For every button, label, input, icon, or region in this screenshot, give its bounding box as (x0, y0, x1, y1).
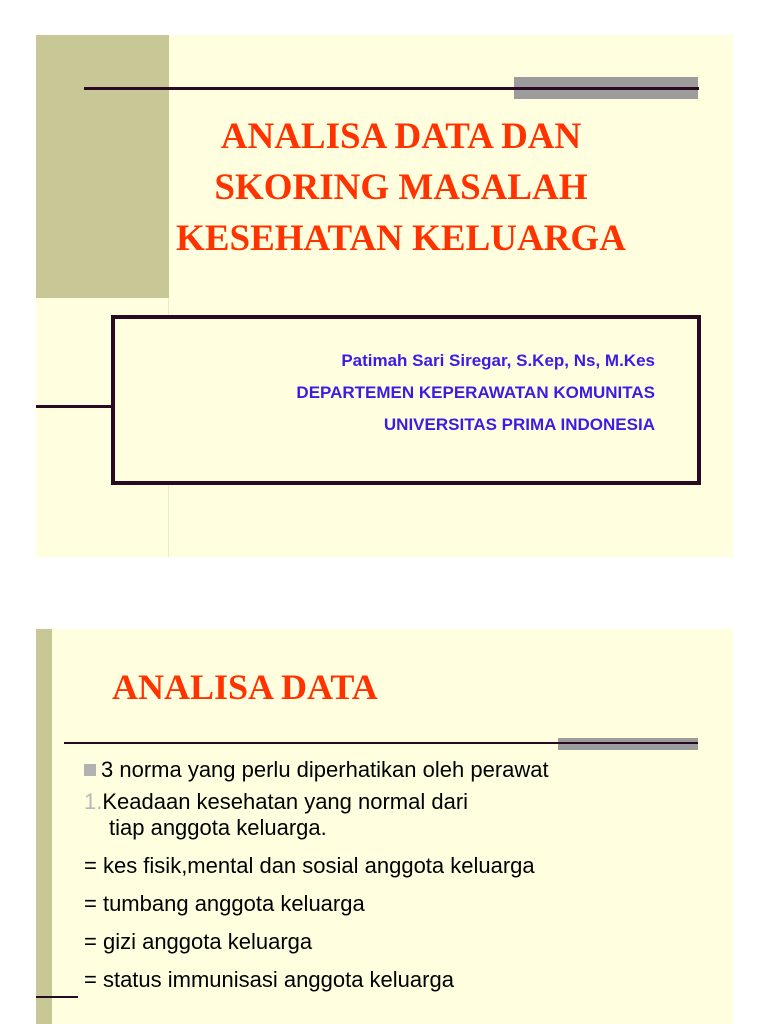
analysis-slide (36, 629, 733, 1024)
author-info (296, 345, 655, 441)
line-text: = gizi anggota keluarga (84, 929, 313, 954)
line-text: = kes fisik,mental dan sosial anggota keluarga (84, 853, 535, 878)
line-text: = status immunisasi anggota keluarga (84, 967, 454, 992)
title-slide (36, 35, 733, 557)
line-text: = tumbang anggota keluarga (84, 891, 365, 916)
list-item (84, 967, 724, 993)
list-item (84, 929, 724, 955)
title-line: SKORING MASALAH (214, 167, 588, 208)
slide-body (84, 757, 724, 993)
numbered-item (84, 789, 724, 815)
side-accent-strip (36, 629, 52, 1024)
slide-title (121, 111, 681, 264)
department: DEPARTEMEN KEPERAWATAN KOMUNITAS (296, 383, 655, 402)
top-rule (84, 87, 699, 90)
author-box (111, 315, 701, 485)
item-number: 1. (84, 789, 103, 814)
top-rule (64, 742, 698, 744)
bullet-item (84, 757, 724, 783)
list-item (84, 891, 724, 917)
title-line: KESEHATAN KELUARGA (176, 218, 626, 259)
title-line: ANALISA DATA DAN (220, 116, 582, 157)
slide-title: ANALISA DATA (112, 667, 378, 707)
author-name: Patimah Sari Siregar, S.Kep, Ns, M.Kes (341, 351, 655, 370)
item-text: Keadaan kesehatan yang normal dari (102, 789, 469, 814)
square-bullet-icon (84, 764, 96, 776)
gray-accent-bar (558, 738, 698, 750)
bottom-left-rule (36, 996, 78, 998)
list-item (84, 853, 724, 879)
item-text: tiap anggota keluarga. (109, 815, 327, 840)
university: UNIVERSITAS PRIMA INDONESIA (383, 415, 655, 434)
bullet-text: 3 norma yang perlu diperhatikan oleh perawat (101, 757, 549, 782)
left-rule (36, 405, 111, 408)
numbered-item-continued (84, 815, 724, 841)
